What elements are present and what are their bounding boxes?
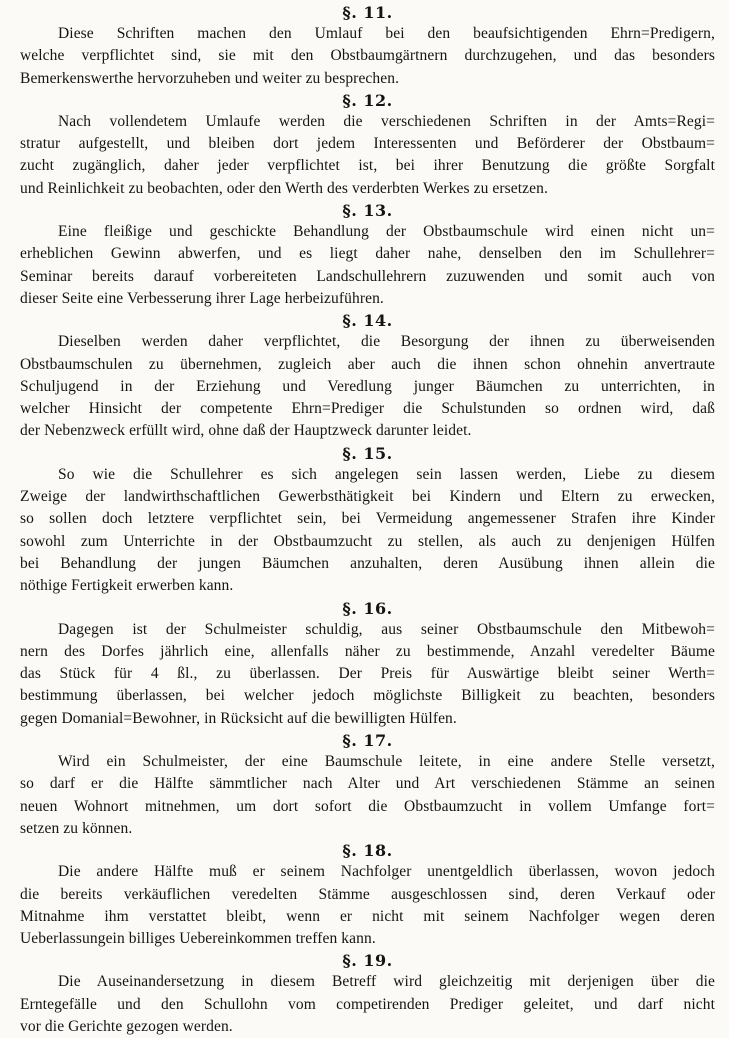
- text-line: Seminar bereits darauf vorbereiteten Landschullehrern zuzuwenden und somit auch von: [20, 267, 715, 285]
- section-body: [20, 861, 715, 950]
- section-heading: §. 13.: [342, 201, 393, 221]
- paragraph-section: [20, 443, 715, 598]
- paragraph-section: [20, 2, 715, 90]
- text-line: Erntegefälle und den Schullohn vom competirenden Prediger geleitet, und darf nicht: [20, 995, 715, 1013]
- text-line: bei Behandlung der jungen Bäumchen anzuhalten, deren Ausübung ihnen allein die: [20, 554, 715, 572]
- text-line: die bereits verkäuflichen veredelten Stämme ausgeschlossen sind, deren Verkauf oder: [20, 885, 715, 903]
- text-line: Die Auseinandersetzung in diesem Betreff wird gleichzeitig mit derjenigen über die: [58, 973, 715, 991]
- text-line: setzen zu können.: [20, 819, 133, 837]
- text-line: stratur aufgestellt, und bleiben dort jedem Interessenten und Beförderer der Obstbaum=: [20, 135, 715, 153]
- section-heading: §. 11.: [342, 3, 393, 22]
- paragraph-section: [20, 598, 715, 730]
- text-line: So wie die Schullehrer es sich angelegen sein lassen werden, Liebe zu diesem: [58, 465, 715, 483]
- text-line: Bemerkenswerthe hervorzuheben und weiter zu besprechen.: [20, 69, 400, 87]
- text-line: Zweige der landwirthschaftlichen Gewerbsthätigkeit bei Kindern und Eltern zu erwecken,: [20, 488, 715, 506]
- text-line: Obstbaumschulen zu übernehmen, zugleich aber auch die ihnen schon ohnehin anvertraute: [20, 355, 715, 373]
- section-body: [20, 751, 715, 840]
- section-heading: §. 18.: [342, 841, 393, 861]
- text-line: dieser Seite eine Verbesserung ihrer Lage herbeizuführen.: [20, 289, 384, 307]
- text-line: Ueberlassungein billiges Uebereinkommen treffen kann.: [20, 930, 376, 948]
- text-line: erheblichen Gewinn abwerfen, und es liegt daher nahe, denselben den im Schullehrer=: [20, 245, 715, 263]
- paragraph-section: [20, 90, 715, 200]
- paragraph-section: [20, 200, 715, 310]
- text-line: vor die Gerichte gezogen werden.: [20, 1017, 233, 1035]
- section-body: [20, 331, 715, 442]
- section-body: [20, 619, 715, 730]
- section-heading: §. 12.: [342, 90, 393, 110]
- text-line: und Reinlichkeit zu beobachten, oder den Werth des verderbten Werkes zu ersetzen.: [20, 179, 548, 197]
- text-line: Dieselben werden daher verpflichtet, die Besorgung der ihnen zu überweisenden: [58, 333, 715, 351]
- text-line: nöthige Fertigkeit erwerben kann.: [20, 577, 234, 595]
- text-line: bestimmung überlassen, bei welcher jedoch möglichste Billigkeit zu beachten, besonders: [20, 687, 715, 705]
- section-body: [20, 23, 715, 90]
- section-heading: §. 19.: [342, 951, 393, 971]
- text-line: Eine fleißige und geschickte Behandlung der Obstbaumschule wird einen nicht un=: [58, 223, 715, 241]
- text-line: Die andere Hälfte muß er seinem Nachfolger unentgeldlich überlassen, wovon jedoch: [58, 863, 715, 881]
- section-heading: §. 16.: [342, 598, 393, 618]
- text-line: so darf er die Hälfte sämmtlicher nach Alter und Art verschiedenen Stämme an seinen: [20, 775, 715, 793]
- paragraph-section: [20, 840, 715, 950]
- text-line: Wird ein Schulmeister, der eine Baumschule leitete, in eine andere Stelle versetzt,: [58, 753, 715, 771]
- text-line: der Nebenzweck erfüllt wird, ohne daß der Hauptzweck darunter leidet.: [20, 422, 472, 440]
- text-line: nern des Dorfes jährlich eine, allenfalls näher zu bestimmende, Anzahl veredelter Bäume: [20, 642, 715, 660]
- text-line: Nach vollendetem Umlaufe werden die verschiedenen Schriften in der Amts=Regi=: [58, 112, 715, 130]
- text-line: so sollen doch letztere verpflichtet sein, bei Vermeidung angemessener Strafen ihre Kinder: [20, 510, 715, 528]
- text-line: Dagegen ist der Schulmeister schuldig, aus seiner Obstbaumschule den Mitbewoh=: [58, 620, 715, 638]
- text-line: zucht zugänglich, daher jeder verpflichtet ist, bei ihrer Benutzung die größte Sorgfalt: [20, 157, 715, 175]
- section-heading: §. 15.: [342, 443, 393, 463]
- paragraph-section: [20, 310, 715, 442]
- text-line: das Stück für 4 ßl., zu überlassen. Der Preis für Auswärtige bleibt seiner Werth=: [20, 665, 715, 683]
- text-line: welche verpflichtet sind, sie mit den Obstbaumgärtnern durchzugehen, und das besonders: [20, 47, 715, 65]
- text-line: Mitnahme ihm verstattet bleibt, wenn er nicht mit seinem Nachfolger wegen deren: [20, 907, 715, 925]
- text-line: Diese Schriften machen den Umlauf bei den beaufsichtigenden Ehrn=Predigern,: [58, 25, 715, 42]
- section-body: [20, 971, 715, 1038]
- text-line: neuen Wohnort mitnehmen, um dort sofort die Obstbaumzucht in vollem Umfange fort=: [20, 797, 715, 815]
- text-line: Schuljugend in der Erziehung und Veredlung junger Bäumchen zu unterrichten, in: [20, 377, 715, 395]
- section-body: [20, 111, 715, 200]
- text-line: gegen Domanial=Bewohner, in Rücksicht auf die bewilligten Hülfen.: [20, 709, 457, 727]
- section-heading: §. 17.: [342, 731, 393, 751]
- section-body: [20, 464, 715, 598]
- paragraph-section: [20, 730, 715, 840]
- text-line: welcher Hinsicht der competente Ehrn=Prediger die Schulstunden so ordnen wird, daß: [20, 400, 715, 418]
- section-body: [20, 221, 715, 310]
- paragraph-section: [20, 950, 715, 1038]
- text-line: sowohl zum Unterrichte in der Obstbaumzucht zu stellen, als auch zu denjenigen Hülfen: [20, 532, 715, 550]
- section-heading: §. 14.: [342, 311, 393, 331]
